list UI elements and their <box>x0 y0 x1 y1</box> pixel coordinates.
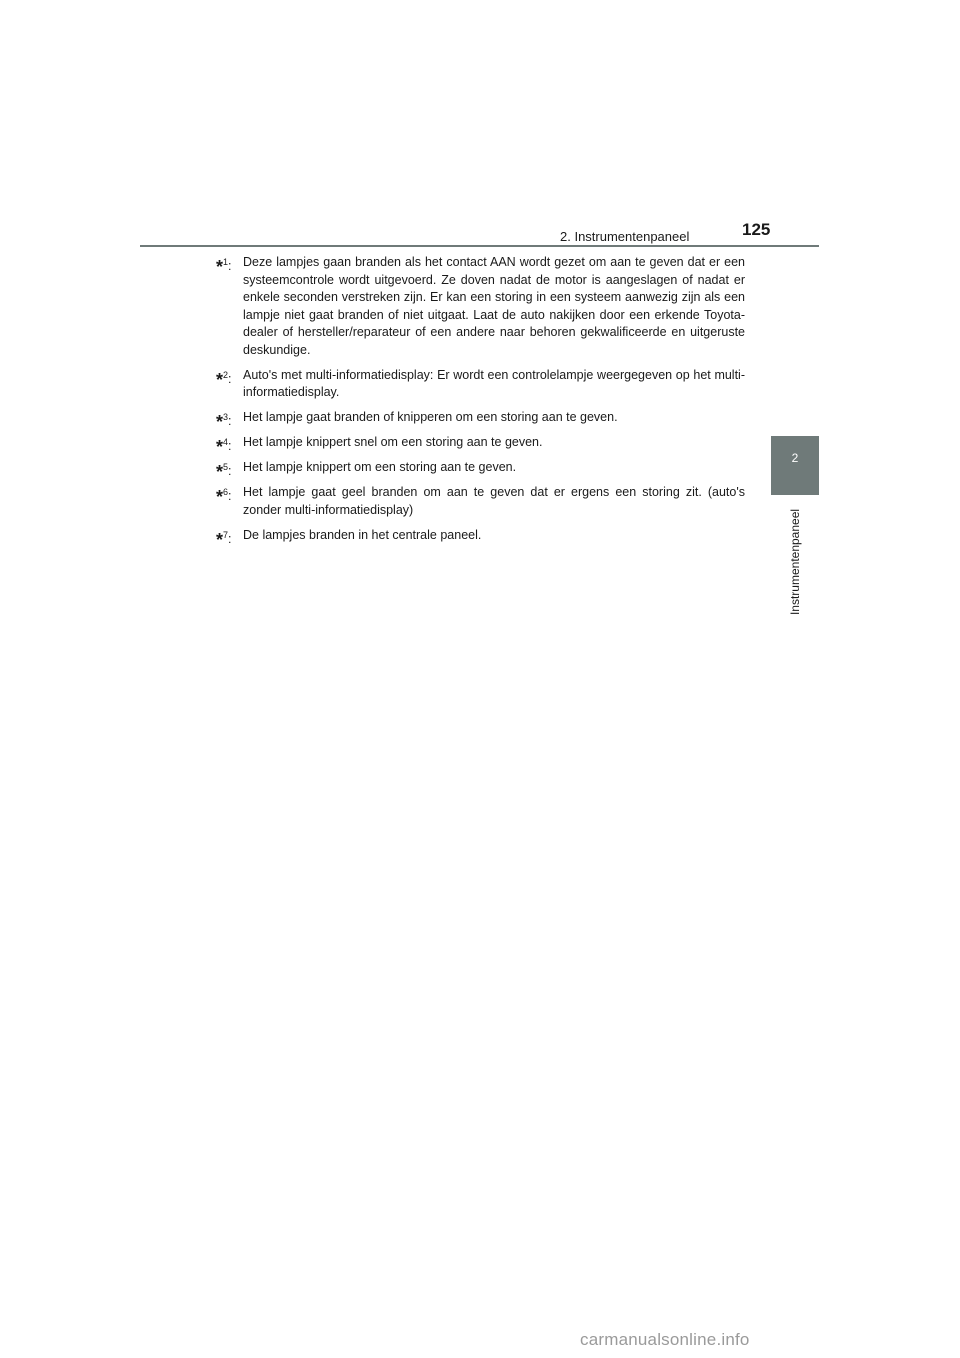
footnote-text: Het lampje gaat geel branden om aan te geven dat er ergens een storing zit. (auto's zonder multi-informatiedisplay) <box>243 485 745 517</box>
footnote-separator: : <box>228 259 232 273</box>
chapter-label: Instrumentenpaneel <box>788 508 802 616</box>
footnote-number: 3 <box>223 412 229 422</box>
asterisk-icon: * <box>216 437 224 457</box>
footnote-number: 6 <box>223 487 229 497</box>
footnote-item <box>216 367 745 402</box>
footnote-list <box>216 254 745 552</box>
footnote-marker <box>216 254 232 276</box>
footnote-separator: : <box>228 414 232 428</box>
chapter-tab <box>771 436 819 495</box>
footnote-separator: : <box>228 439 232 453</box>
footnote-text: Auto's met multi-informatiedisplay: Er wordt een controlelampje weergegeven op het multi-informatiedisplay. <box>243 367 745 399</box>
footnote-number: 1 <box>223 257 229 267</box>
footnote-item <box>216 527 745 550</box>
footnote-marker <box>216 434 232 456</box>
footnote-number: 2 <box>223 369 229 380</box>
footnote-marker <box>216 484 232 506</box>
footnote-number: 7 <box>223 529 229 540</box>
footnote-number: 5 <box>223 462 229 472</box>
footnote-marker <box>216 367 232 389</box>
footnote-marker <box>216 527 232 549</box>
section-title: 2. Instrumentenpaneel <box>560 229 690 244</box>
footnote-separator: : <box>228 489 232 503</box>
asterisk-icon: * <box>216 257 224 277</box>
footnote-item <box>216 254 745 359</box>
footnote-item <box>216 459 745 482</box>
footnote-number: 4 <box>223 437 229 447</box>
footnote-text: Het lampje gaat branden of knipperen om een storing aan te geven. <box>243 410 618 424</box>
footnote-text: De lampjes branden in het centrale paneel. <box>243 527 482 542</box>
footnote-item <box>216 484 745 519</box>
footnote-text: Het lampje knippert snel om een storing aan te geven. <box>243 435 543 449</box>
footnote-marker <box>216 459 232 481</box>
footnote-item <box>216 409 745 432</box>
chapter-number: 2 <box>791 451 799 465</box>
footnote-text: Deze lampjes gaan branden als het contact AAN wordt gezet om aan te geven dat er een systeemcontrole wordt uitgevoerd. Ze doven nadat de motor is aangeslagen of nadat er enkele seconden verstreken zijn. Er kan een storing in een systeem aanwezig zijn als een lampje niet gaat branden of niet uitgaat. Laat de auto nakijken door een erkende Toyota-dealer of hersteller/reparateur of een andere naar behoren gekwalificeerde en uitgeruste deskundige. <box>243 255 745 357</box>
footnote-separator: : <box>228 531 232 546</box>
footnote-separator: : <box>228 464 232 478</box>
footnote-separator: : <box>228 371 232 386</box>
asterisk-icon: * <box>216 487 224 507</box>
footnote-marker <box>216 409 232 431</box>
watermark: carmanualsonline.info <box>580 1330 750 1349</box>
page-number: 125 <box>742 220 771 239</box>
page-header <box>0 0 960 250</box>
asterisk-icon: * <box>216 529 224 550</box>
footnote-item <box>216 434 745 457</box>
footnote-text: Het lampje knippert om een storing aan te geven. <box>243 460 517 474</box>
asterisk-icon: * <box>216 462 224 482</box>
asterisk-icon: * <box>216 412 224 432</box>
asterisk-icon: * <box>216 369 224 390</box>
header-divider <box>140 245 819 247</box>
